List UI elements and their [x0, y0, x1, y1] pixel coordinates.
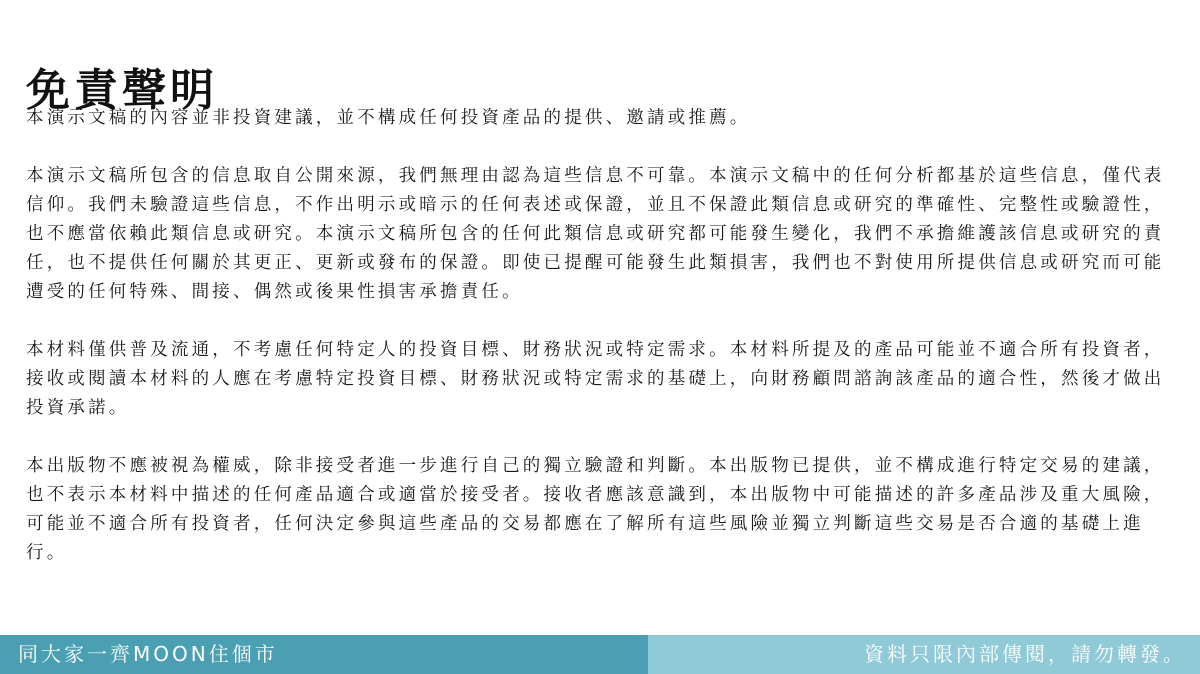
disclaimer-paragraph-1: 本演示文稿的內容並非投資建議，並不構成任何投資產品的提供、邀請或推薦。 [26, 108, 751, 128]
disclaimer-body [26, 104, 1176, 597]
footer-bar [0, 635, 1200, 674]
disclaimer-paragraph-4: 本出版物不應被視為權威，除非接受者進一步進行自己的獨立驗證和判斷。本出版物已提供，並不構成進行特定交易的建議，也不表示本材料中描述的任何產品適合或適當於接受者。接收者應該意識到，本出版物中可能描述的許多產品涉及重大風險，可能並不適合所有投資者，任何決定參與這些產品的交易都應在了解所有這些風險並獨立判斷這些交易是否合適的基礎上進行。 [26, 456, 1165, 563]
disclaimer-paragraph-3: 本材料僅供普及流通，不考慮任何特定人的投資目標、財務狀況或特定需求。本材料所提及的產品可能並不適合所有投資者，接收或閱讀本材料的人應在考慮特定投資目標、財務狀況或特定需求的基礎上，向財務顧問諮詢該產品的適合性，然後才做出投資承諾。 [26, 340, 1165, 418]
footer-slogan: 同大家一齊MOON住個市 [0, 635, 648, 674]
footer-internal-notice: 資料只限內部傳閱，請勿轉發。 [648, 635, 1200, 674]
disclaimer-paragraph-2: 本演示文稿所包含的信息取自公開來源，我們無理由認為這些信息不可靠。本演示文稿中的任何分析都基於這些信息，僅代表信仰。我們未驗證這些信息，不作出明示或暗示的任何表述或保證，並且不保證此類信息或研究的準確性、完整性或驗證性，也不應當依賴此類信息或研究。本演示文稿所包含的任何此類信息或研究都可能發生變化，我們不承擔維護該信息或研究的責任，也不提供任何關於其更正、更新或發布的保證。即使已提醒可能發生此類損害，我們也不對使用所提供信息或研究而可能遭受的任何特殊、間接、偶然或後果性損害承擔責任。 [26, 166, 1165, 302]
page-title: 免責聲明 [26, 65, 218, 117]
